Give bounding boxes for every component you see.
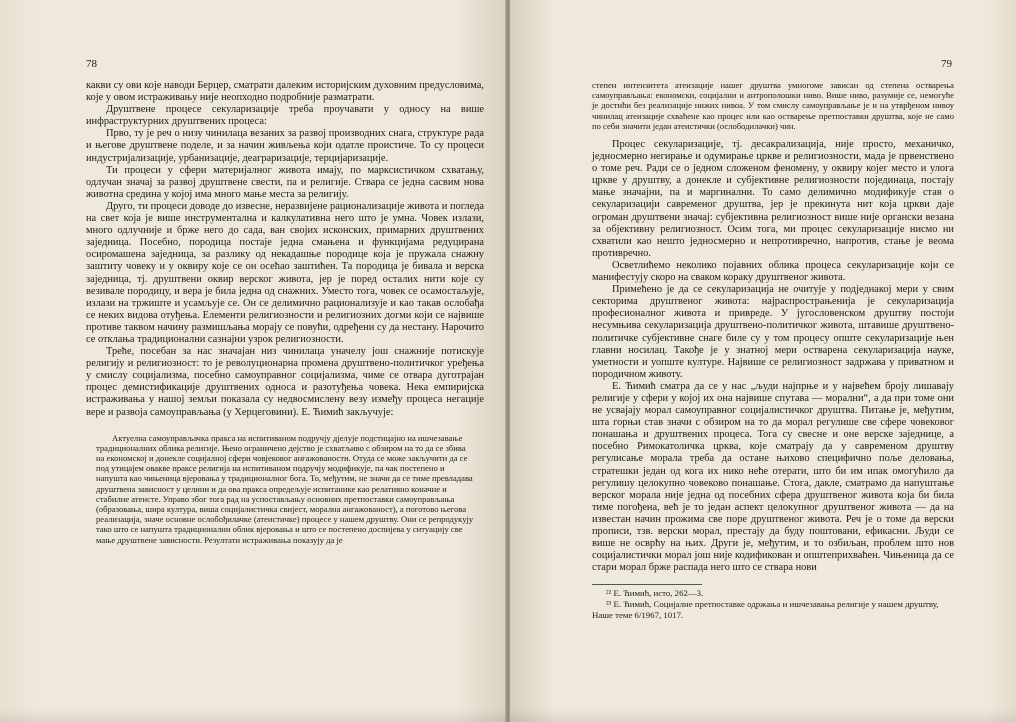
page-number: 78 — [86, 58, 97, 70]
paragraph: Друго, ти процеси доводе до извесне, неразвијене рационализације живота и погледа на свет која је више инструментална и калкулативна него што је умна. Човек излази, много одлучније и брже него до сада, ван својих исконских, примарних друштвених заједница. Посебно, породица постаје једна смањена и функцијама редуцирана осиромашена заједница, за разлику од некадашње породице која је пружала снажну заштиту човеку и у оквиру које се он осећао заштићен. Та породица је бивала и верска заједница, тј. друштвени оквир верског живота, јер је поред осталих нити које су везивале породицу, и вера је била једна од снажних. Уместо тога, човек се осамостаљује, излази на тржиште и усамљује се. Он се делимично рационализује и као такав ослобађа се неких видова отуђења. Елементи религиозности и религиозних догми који се највише противе таквом начину размишљања морају се повући, одређени су да нестану. Нарочито се отклања традиционални сазнајни узрок религиозности. — [86, 200, 484, 345]
paragraph: Процес секуларизације, тј. десакрализација, није просто, механичко, једносмерно негирање и одумирање цркве и религиозности, мада је првенствено о томе реч. Ради се о једном сложеном феномену, у оквиру којег место и улога цркве у друштву, а донекле и субјективне религиозности појединаца, постају мање значајни, па и маргинални. То само делимично модификује став о секуларизацији савременог друштва, јер је прекинута нит која цркви даје огроман друштвени значај: субјективна религиозност више није органски везана за објективну религиозност. Осим тога, ми процес секуларизације нисмо ни схватили као нешто једносмерно и непротивречно, напротив, стање је веома противречно. — [592, 139, 954, 259]
block-quote-continued — [592, 80, 954, 131]
left-body-text — [86, 80, 484, 419]
footnotes — [592, 588, 954, 621]
block-quote — [96, 433, 476, 545]
paragraph: Осветлићемо неколико појавних облика процеса секуларизације који се манифестују скоро на сваком кораку друштвеног живота. — [592, 259, 954, 284]
paragraph: Прво, ту је реч о низу чинилаца везаних за развој производних снага, структуре рада и његове друштвене поделе, и за начин живљења који одатле проистиче. То су процеси индустријализације, урбанизације, деаграризације, терцијаризације. — [86, 128, 484, 164]
paragraph: Треће, посебан за нас значајан низ чинилаца уначелу још снажније потискује религију и религиозност: то је револуционарна промена друштвено-политичког уређења у смислу социјализма, посебно самоуправног социјализма, чиме се отвара дуготрајан процес демистификације друштвених односа и разотуђења човека. Нека емпиријска истраживања у нашој земљи показала су недвосмислену везу између процеса негације вере и развоја самоуправљања (у Херцеговини). Е. Ћимић закључује: — [86, 346, 484, 418]
footnote: ²³ Е. Ћимић, Социјалне претпоставке одржања и ишчезавања религије у нашем друштву, Наше теме 6/1967, 1017. — [592, 599, 939, 621]
footnote-rule — [592, 584, 702, 585]
paragraph: Ти процеси у сфери материјалног живота имају, по марксистичком схватању, одлучан значај за развој друштвене свести, па и религије. Ствара се једна сасвим нова животна средина у којој има много мање места за религију. — [86, 164, 484, 200]
paragraph: Е. Ћимић сматра да се у нас „људи најпрње и у највећем броју лишавају религије у сфери у којој их она највише спутава — морални“, а да при томе они не усвајају морал самоуправног социјалистичког друштва. Питање је, међутим, шта горњи став значи с обзиром на то да морал регулише све сфере човековог понашања и друштвених процеса. Тога су свесне и оне верске заједнице, а посебно Римокатоличка црква, које сматрају да у савременом друштву регулисање морала треба да остане њихово специфично поље деловања, стратешки један од кога их нико неће отерати, што би им ипак омогућило да регулишу целокупно човеково понашање. Стога, дакле, сматрамо да напуштање верског морала није једна од посебних сфера друштвеног живота која би била тиме погођена, већ је то један аспект целокупног друштвеног живота — да на известан начин прожима све поре друштвеног живота. Реч је о томе да верски прописи, тзв. верски морал, престају да буду поштовани, ефикасни. Људи се више не осврћу на њих. Други је, међутим, и то озбиљан, проблем што нов социјалистички морал још није кодификован и општеприхваћен. Чињеница да се стари морал брже распада него што се ствара нови — [592, 380, 954, 574]
page-edge — [510, 708, 1016, 722]
paragraph: какви су ови које наводи Берцер, сматрати далеким историјским духовним предусловима, које у овом истраживању није неопходно подробније разматрати. — [86, 80, 484, 104]
right-body-text — [592, 80, 954, 574]
page-number: 79 — [941, 58, 952, 70]
left-page — [0, 0, 506, 722]
paragraph: Друштвене процесе секуларизације треба проучавати у односу на више инфраструктурних друштвених процеса: — [86, 104, 484, 128]
quote-text: степен интензитета атеизације нашег друштва умногоме зависан од степена остварења самоуправљања: економски, социјални и антрополошки ниво. Више ниво, разумије се, немогуће је достићи без реализације нижих нивоа. У том смислу самоуправљање је и на утврђеном нивоу чинилац атеизације схваћене као процес или као остварење претпоставки друштва, које не само по себи значити један атеистички (ослободилачки) чин. — [592, 80, 954, 131]
right-page — [510, 0, 1016, 722]
paragraph: Примећено је да се секуларизација не очитује у подједнакој мери у свим секторима друштвеног живота: најраспрострањенија је секуларизација професионалног живота и привреде. У југословенском друштву постоји несумњива секуларизација друштвено-политичког живота, штавише друштвено-политичке субјективне снаге биле су у том процесу опште секуларизације њен главни носилац. Такође је у знатној мери остварена секуларизација науке, уметности и уопште културе. Највише се религиозност задржава у приватном и породичном животу. — [592, 284, 954, 380]
quote-text: Актуелна самоуправљачка пракса на испитиваном подручју дјелује подстицајно на ишчезавање традиционалних облика религије. Њено ограничено дејство је схватљиво с обзиром на то да се збива на економској и донекле социјалној сфери човјековог ангажованости. Отуда се може закључити да се под утицајем овакве праксе религија на испитиваном подручју модификује, па чак постепено и напушта као чињеница вјеровања у традиционалног бога. То, међутим, не значи да се тиме превладава друштвена зависност у целини и да ова пракса опредељује испитанике као релативно коначне и стабилне атеисте. Управо због тога рад на успостављању основних претпоставки самоуправљања (образовања, шира култура, виша социјалистичка свијест, морална ангажованост), а поготово његова реализација, значе основне ослобођилачке (атеистичке) процесе у нашем друштву. Они се репродукују тако што се напушта традиционални облик вјеровања и што се постепено доспијева у ситуацију све мање друштвене зависности. Резултати истраживања показују да је — [96, 432, 474, 545]
footnote: ²² Е. Ћимић, исто, 262—3. — [606, 588, 704, 599]
page-edge — [0, 708, 506, 722]
